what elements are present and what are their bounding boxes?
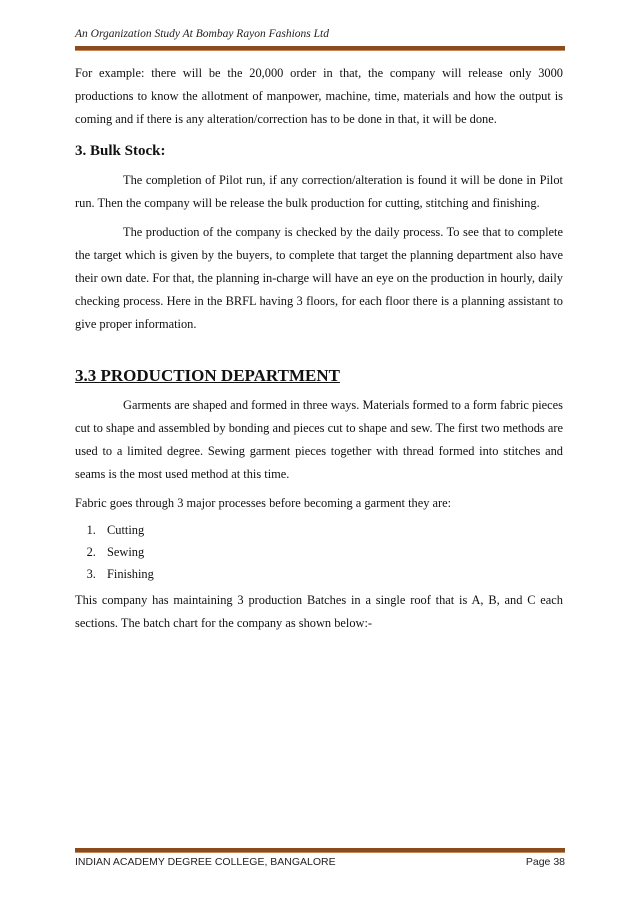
footer-rule [75, 848, 565, 853]
process-list [75, 519, 563, 585]
paragraph-example: For example: there will be the 20,000 order in that, the company will release only 3000 productions to know the allotment of manpower, machine, time, materials and how the output is coming and if there is any alteration/correction has to be done in that, it will be done. [75, 66, 563, 126]
running-header: An Organization Study At Bombay Rayon Fashions Ltd [75, 28, 329, 40]
list-item: 1. Cutting [99, 519, 563, 541]
paragraph-production-1: Garments are shaped and formed in three ways. Materials formed to a form fabric pieces cut to shape and assembled by bonding and pieces cut to shape and sew. The first two methods are used to a limited degree. Sewing garment pieces together with thread formed into stitches and seams is the most used method at this time. [75, 398, 563, 481]
page-number: Page 38 [525, 856, 565, 868]
paragraph-bulk-1: The completion of Pilot run, if any correction/alteration is found it will be done in Pilot run. Then the company will be release the bulk production for cutting, stitching and finishing. [75, 173, 563, 210]
production-department-heading: 3.3 PRODUCTION DEPARTMENT [75, 366, 340, 385]
paragraph-production-3: This company has maintaining 3 production Batches in a single roof that is A, B, and C each sections. The batch chart for the company as shown below:- [75, 593, 563, 630]
list-item: 3. Finishing [99, 563, 563, 585]
bulk-stock-heading: 3. Bulk Stock: [75, 143, 166, 159]
paragraph-bulk-2: The production of the company is checked by the daily process. To see that to complete the target which is given by the buyers, to complete that target the planning department also have their own date. For that, the planning in-charge will have an eye on the production in hourly, daily checking process. Here in the BRFL having 3 floors, for each floor there is a planning assistant to give proper information. [75, 225, 563, 331]
footer-college: INDIAN ACADEMY DEGREE COLLEGE, BANGALORE [75, 856, 336, 868]
page-body [75, 62, 563, 635]
paragraph-production-2: Fabric goes through 3 major processes before becoming a garment they are: [75, 496, 452, 510]
page-footer [75, 856, 565, 868]
header-rule [75, 46, 565, 51]
list-item: 2. Sewing [99, 541, 563, 563]
